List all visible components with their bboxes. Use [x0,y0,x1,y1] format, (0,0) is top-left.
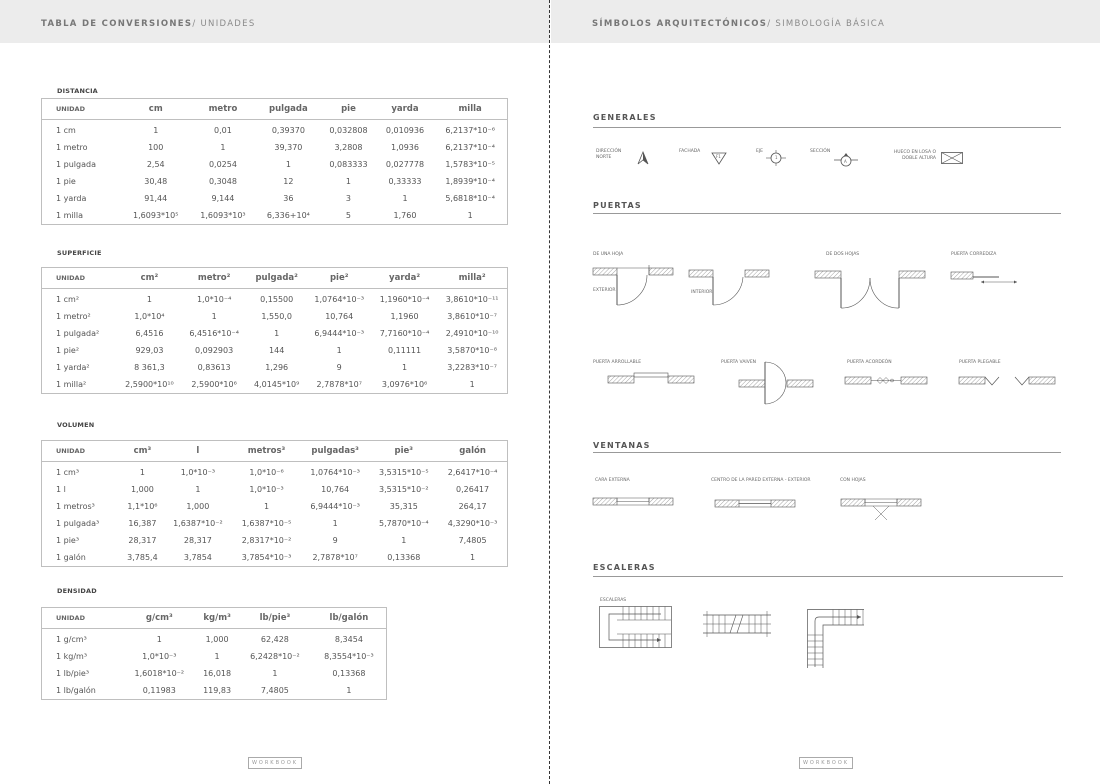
column-header: milla [433,99,507,120]
value-cell: 0,083333 [329,160,368,169]
table-row [42,665,387,682]
page-divider [549,0,550,784]
table-row [42,532,508,549]
value-cell: 1 [214,652,220,661]
label-fachada: FACHADA [679,149,701,154]
value-cell: 1,0764*10⁻³ [314,295,365,304]
value-cell: 1,6093*10³ [200,211,246,220]
north-arrow-icon [637,151,649,165]
table-row [42,648,387,665]
value-cell: 1,0*10⁻⁶ [249,468,284,477]
value-cell: 16,387 [128,519,157,528]
value-cell: 0,0254 [208,160,237,169]
value-cell: 1,550,0 [261,312,292,321]
value-cell: 6,2137*10⁻⁶ [445,126,495,135]
row-unit-cell: 1 pie [56,177,76,186]
column-header: cm² [117,268,181,289]
left-header-title: TABLA DE CONVERSIONES [41,19,193,29]
value-cell: 9,144 [211,194,235,203]
left-header-text [41,19,256,29]
table-densidad [41,607,387,700]
value-cell: 3,0976*10⁶ [381,380,428,389]
section-title-ventanas: VENTANAS [593,441,651,450]
section-title-densidad: DENSIDAD [57,587,97,595]
column-header: kg/m³ [196,608,238,629]
l-staircase-icon [807,609,865,669]
table-row [42,462,508,482]
value-cell: 36 [283,194,294,203]
row-unit-cell: 1 metro [56,143,88,152]
row-unit-cell: 1 lb/galón [56,686,96,695]
column-header: milla² [437,268,507,289]
value-cell: 3,5870*10⁻⁸ [447,346,497,355]
value-cell: 1 [263,502,270,511]
window-external-face-icon [593,495,675,507]
value-cell: 2,4910*10⁻¹⁰ [445,329,499,338]
value-cell: 2,5900*10⁶ [191,380,237,389]
generales-rule [593,127,1061,128]
row-unit-cell: 1 cm² [56,295,80,304]
double-door-icon [815,266,927,311]
column-header: cm [122,99,189,120]
value-cell: 6,4516*10⁻⁴ [189,329,239,338]
value-cell: 1,6018*10⁻² [134,669,185,678]
right-header-subtitle: / SIMBOLOGÍA BÁSICA [767,19,886,29]
value-cell: 0,027778 [385,160,425,169]
value-cell: 35,315 [389,502,418,511]
sliding-door-icon [951,268,1021,288]
value-cell: 2,54 [146,160,165,169]
puertas-rule [593,213,1061,214]
section-title-distancia: DISTANCIA [57,87,98,95]
ventanas-rule [593,452,1061,453]
value-cell: 1 [336,346,342,355]
table-superficie [41,267,508,394]
column-header: UNIDAD [42,441,122,462]
column-header: lb/pie³ [238,608,312,629]
label-vaiven: PUERTA VAIVEN [721,360,757,365]
value-cell: 8 361,3 [134,363,165,372]
row-unit-cell: 1 milla [56,211,83,220]
column-header: yarda² [372,268,437,289]
value-cell: 1 [220,143,226,152]
row-unit-cell: 1 kg/m³ [56,652,88,661]
row-unit-cell: 1 pie³ [56,536,80,545]
label-exterior: EXTERIOR [593,288,616,293]
column-header: cm³ [121,441,163,462]
value-cell: 6,2428*10⁻² [250,652,300,661]
table-row [42,190,508,207]
value-cell: 10,764 [321,485,350,494]
value-cell: 0,33333 [388,177,422,186]
label-arrollable: PUERTA ARROLLABLE [593,360,642,365]
value-cell: 1 [469,380,475,389]
label-plegable: PUERTA PLEGABLE [959,360,1001,365]
value-cell: 1,1960*10⁻⁴ [379,295,430,304]
column-header: metro² [181,268,246,289]
value-cell: 1,0*10⁻³ [249,485,284,494]
column-header: UNIDAD [42,99,123,120]
escaleras-rule [593,576,1063,577]
label-escaleras: ESCALERAS [600,598,627,603]
left-header-subtitle: / UNIDADES [192,19,256,29]
column-header: lb/galón [312,608,387,629]
row-unit-cell: 1 metros³ [56,502,95,511]
table-row [42,156,508,173]
value-cell: 1 [156,635,162,644]
axis-marker-text: 1 [775,155,778,160]
value-cell: 2,7878*10⁷ [316,380,362,389]
value-cell: 6,9444*10⁻³ [310,502,360,511]
value-cell: 1 [274,329,280,338]
value-cell: 1,0764*10⁻³ [310,468,360,477]
row-unit-cell: 1 pulgada² [56,329,100,338]
table-row [42,325,508,342]
table-row [42,342,508,359]
table-row [42,359,508,376]
value-cell: 6,9444*10⁻³ [314,329,365,338]
row-unit-cell: 1 milla² [56,380,87,389]
label-hueco-losa: HUECO EN LOSA O DOBLE ALTURA [893,150,936,161]
value-cell: 5,7870*10⁻⁴ [379,519,429,528]
window-wall-center-icon [715,497,797,509]
value-cell: 1,6387*10⁻² [173,519,223,528]
row-unit-cell: 1 g/cm³ [56,635,87,644]
accordion-door-icon [845,374,929,388]
section-marker-text: A [844,159,847,164]
value-cell: 1 [139,468,145,477]
column-header: galón [438,441,507,462]
row-unit-cell: 1 pulgada [56,160,96,169]
label-una-hoja: DE UNA HOJA [593,252,624,257]
value-cell: 1,6093*10⁵ [133,211,179,220]
value-cell: 16,018 [203,669,232,678]
column-header: metros³ [232,441,301,462]
label-centro-pared: CENTRO DE LA PARED EXTERNA - EXTERIOR [711,478,811,483]
value-cell: 2,7878*10⁷ [312,553,358,562]
value-cell: 1,296 [265,363,289,372]
value-cell: 62,428 [260,635,289,644]
value-cell: 264,17 [458,502,487,511]
value-cell: 3,7854*10⁻³ [241,553,292,562]
right-page-header [551,0,1100,43]
label-dos-hojas: DE DOS HOJAS [826,252,860,257]
table-row [42,376,508,394]
value-cell: 4,0145*10⁹ [253,380,300,389]
value-cell: 0,13368 [332,669,366,678]
value-cell: 0,39370 [271,126,305,135]
value-cell: 3 [345,194,352,203]
value-cell: 1 [153,126,159,135]
value-cell: 3,8610*10⁻⁷ [447,312,497,321]
value-cell: 1 [285,160,291,169]
label-interior: INTERIOR [691,290,713,295]
value-cell: 8,3554*10⁻³ [324,652,374,661]
value-cell: 1,000 [186,502,210,511]
value-cell: 9 [332,536,338,545]
column-header: pulgada [257,99,321,120]
value-cell: 1 [345,177,352,186]
section-title-escaleras: ESCALERAS [593,563,656,572]
value-cell: 6,2137*10⁻⁴ [445,143,495,152]
value-cell: 3,5315*10⁻² [379,485,429,494]
value-cell: 3,7854 [183,553,212,562]
left-footer-badge: WORKBOOK [248,757,302,769]
folding-door-icon [959,374,1057,388]
value-cell: 1,0*10⁻⁴ [196,295,232,304]
value-cell: 0,15500 [260,295,294,304]
value-cell: 0,11111 [388,346,422,355]
label-direccion-norte: DIRECCIÓN NORTE [596,149,622,160]
facade-marker-text: F1 [716,154,721,159]
value-cell: 0,11983 [142,686,176,695]
value-cell: 1 [146,295,152,304]
section-title-volumen: VOLUMEN [57,421,95,429]
table-row [42,682,387,700]
value-cell: 6,336+10⁴ [266,211,310,220]
section-title-superficie: SUPERFICIE [57,249,102,257]
value-cell: 2,5900*10¹⁰ [125,380,174,389]
value-cell: 1,5783*10⁻⁵ [445,160,495,169]
value-cell: 6,4516 [135,329,164,338]
value-cell: 1 [211,312,217,321]
value-cell: 3,2808 [334,143,363,152]
column-header: pie [320,99,377,120]
value-cell: 91,44 [144,194,168,203]
value-cell: 4,3290*10⁻³ [447,519,498,528]
column-header: UNIDAD [42,268,118,289]
table-row [42,173,508,190]
section-title-generales: GENERALES [593,113,657,122]
row-unit-cell: 1 yarda² [56,363,90,372]
value-cell: 1,000 [130,485,154,494]
row-unit-cell: 1 cm [56,126,76,135]
table-header-row [42,268,508,289]
table-header-row [42,99,508,120]
single-door-exterior-icon [593,263,675,308]
value-cell: 0,032808 [329,126,368,135]
column-header: yarda [377,99,434,120]
value-cell: 1 [272,669,278,678]
table-header-row [42,441,508,462]
value-cell: 7,4805 [260,686,289,695]
table-row [42,207,508,225]
label-eje: EJE [756,149,764,154]
table-row [42,308,508,325]
value-cell: 1 [402,363,408,372]
table-distancia [41,98,508,225]
column-header: UNIDAD [42,608,123,629]
table-volumen [41,440,508,567]
column-header: l [164,441,233,462]
value-cell: 9 [336,363,342,372]
right-header-text [592,19,885,29]
table-row [42,289,508,309]
value-cell: 1 [402,194,408,203]
column-header: pie³ [369,441,438,462]
right-footer-badge: WORKBOOK [799,757,853,769]
label-acordeon: PUERTA ACORDEÓN [847,360,892,365]
row-unit-cell: 1 metro² [56,312,91,321]
value-cell: 28,317 [128,536,157,545]
table-header-row [42,608,387,629]
row-unit-cell: 1 cm³ [56,468,80,477]
value-cell: 8,3454 [334,635,363,644]
row-unit-cell: 1 pie² [56,346,80,355]
value-cell: 1 [346,686,352,695]
table-row [42,629,387,649]
value-cell: 39,370 [274,143,303,152]
right-header-title: SÍMBOLOS ARQUITECTÓNICOS [592,19,768,29]
roll-up-door-icon [608,370,696,386]
left-page-header [0,0,550,43]
value-cell: 0,83613 [197,363,231,372]
row-unit-cell: 1 pulgada³ [56,519,100,528]
value-cell: 12 [283,177,294,186]
table-row [42,498,508,515]
u-staircase-icon [599,606,673,648]
value-cell: 2,6417*10⁻⁴ [447,468,498,477]
row-unit-cell: 1 l [56,485,66,494]
value-cell: 10,764 [325,312,354,321]
value-cell: 1 [470,553,476,562]
column-header: pulgada² [247,268,307,289]
value-cell: 3,2283*10⁻⁷ [447,363,497,372]
value-cell: 1,8939*10⁻⁴ [445,177,495,186]
label-corrediza: PUERTA CORREDIZA [951,252,997,257]
row-unit-cell: 1 yarda [56,194,87,203]
value-cell: 0,3048 [208,177,237,186]
value-cell: 3,5315*10⁻⁵ [379,468,429,477]
table-row [42,515,508,532]
label-seccion: SECCIÓN [810,149,831,154]
label-cara-externa: CARA EXTERNA [595,478,630,483]
table-row [42,139,508,156]
value-cell: 1,0*10⁴ [134,312,165,321]
value-cell: 7,7160*10⁻⁴ [379,329,430,338]
value-cell: 0,010936 [385,126,425,135]
single-door-interior-icon [689,263,771,308]
value-cell: 7,4805 [458,536,487,545]
table-row [42,549,508,567]
value-cell: 1 [401,536,407,545]
value-cell: 1,0*10⁻³ [142,652,177,661]
value-cell: 30,48 [144,177,168,186]
value-cell: 119,83 [203,686,232,695]
value-cell: 1,0936 [390,143,419,152]
window-with-sashes-icon [841,496,923,522]
value-cell: 28,317 [183,536,212,545]
value-cell: 1 [332,519,338,528]
column-header: metro [189,99,256,120]
column-header: pie² [307,268,372,289]
value-cell: 0,092903 [195,346,234,355]
value-cell: 5,6818*10⁻⁴ [445,194,495,203]
symbols-page [551,0,1100,784]
value-cell: 144 [269,346,285,355]
value-cell: 2,8317*10⁻² [241,536,292,545]
section-title-puertas: PUERTAS [593,201,642,210]
value-cell: 100 [148,143,164,152]
value-cell: 3,785,4 [127,553,158,562]
value-cell: 1,6387*10⁻⁵ [241,519,292,528]
value-cell: 1,1960 [390,312,419,321]
label-con-hojas: CON HOJAS [840,478,866,483]
column-header: pulgadas³ [301,441,370,462]
floor-void-icon [941,152,963,164]
row-unit-cell: 1 galón [56,553,86,562]
row-unit-cell: 1 lb/pie³ [56,669,90,678]
value-cell: 1,0*10⁻³ [180,468,216,477]
value-cell: 1,760 [393,211,417,220]
column-header: g/cm³ [122,608,196,629]
value-cell: 1 [467,211,473,220]
swing-door-icon [739,362,814,406]
value-cell: 5 [345,211,352,220]
value-cell: 1 [195,485,201,494]
value-cell: 0,01 [214,126,232,135]
value-cell: 3,8610*10⁻¹¹ [445,295,499,304]
value-cell: 1,1*10⁶ [127,502,158,511]
straight-staircase-icon [703,611,771,637]
value-cell: 1,000 [205,635,229,644]
table-row [42,120,508,140]
value-cell: 929,03 [135,346,164,355]
table-row [42,481,508,498]
value-cell: 0,13368 [387,553,421,562]
value-cell: 0,26417 [456,485,490,494]
